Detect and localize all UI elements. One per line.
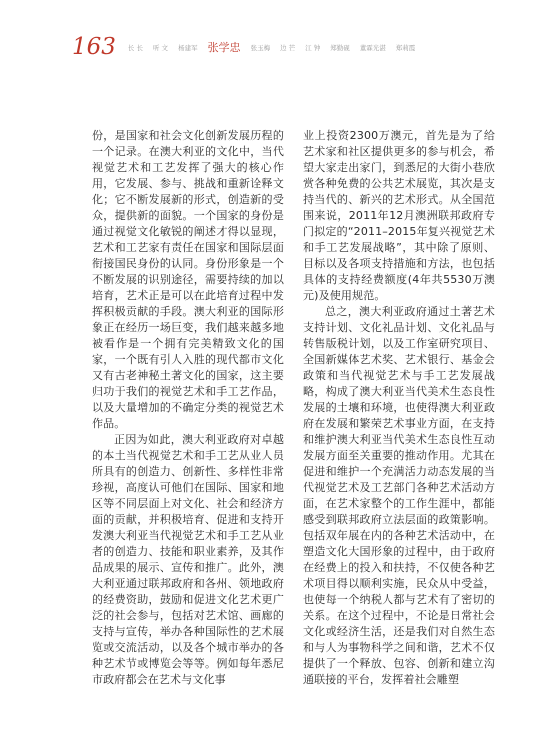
body-paragraph: 正因为如此，澳大利亚政府对卓越的本土当代视觉艺术和手工艺从业人员所具有的创造力、创新性、多样性非常珍视，高度认可他们在国际、国家和地区等不同层面上对文化、社会和经济方面的贡献，并积极培育、促进和支持开发澳大利亚当代视觉艺术和手工艺从业者的创造力、技能和职业素养，及其作品成果的展示、宣传和推广。此外，澳大利亚通过联邦政府和各州、领地政府的经费资助，鼓励和促进文化艺术更广泛的社会参与，包括对艺术馆、画廊的支持与宣传，举办各种国际性的艺术展览或交流活动，以及各个城市举办的各种艺术节或博览会等等。例如每年悉尼市政府都会在艺术与文化事	[92, 433, 284, 686]
nav-item: 杨建军	[178, 43, 198, 52]
text-column-left	[92, 128, 284, 688]
nav-item: 江 钟	[305, 43, 321, 52]
nav-item: 听 文	[152, 43, 169, 52]
nav-item: 边 芒	[280, 43, 296, 52]
nav-item: 郑勤砚	[330, 43, 350, 52]
text-column-right	[303, 128, 495, 688]
header-author-nav	[128, 39, 415, 55]
body-paragraph: 业上投资2300万澳元，首先是为了给艺术家和社区提供更多的参与机会，希望大家走出家门，到悉尼的大街小巷欣赏各种免费的公共艺术展览，其次是支持当代的、新兴的艺术形式。从全国范围来说，2011年12月澳洲联邦政府专门拟定的“2011–2015年复兴视觉艺术和手工艺发展战略”，其中除了原则、目标以及各项支持措施和方法，也包括具体的支持经费额度(4年共5530万澳元)及使用规范。	[303, 129, 495, 302]
nav-item: 张玉梅	[250, 43, 271, 52]
running-header	[72, 32, 415, 62]
nav-item: 长 长	[127, 43, 143, 52]
nav-item: 董霖光湛	[359, 43, 386, 52]
nav-item: 郑莉霞	[395, 43, 416, 52]
body-paragraph: 份，是国家和社会文化创新发展历程的一个记录。在澳大利亚的文化中，当代视觉艺术和工艺发挥了强大的核心作用，它发展、参与、挑战和重新诠释文化；它不断发展新的形式，创造新的受众，提供新的面貌。一个国家的身份是通过视觉文化敏锐的阐述才得以显现，艺术和工艺家有责任在国家和国际层面衔接国民身份的认同。身份形象是一个不断发展的识别途径，需要持续的加以培育，艺术正是可以在此培育过程中发挥积极贡献的手段。澳大利亚的国际形象正在经历一场巨变，我们越来越多地被看作是一个拥有完美精致文化的国家，一个既有引人入胜的现代都市文化又有古老神秘土著文化的国家，这主要归功于我们的视觉艺术和手工艺作品，以及大量增加的不确定分类的视觉艺术作品。	[92, 129, 284, 430]
page-number: 163	[72, 34, 116, 60]
body-paragraph: 总之，澳大利亚政府通过土著艺术支持计划、文化礼品计划、文化礼品与转售版税计划，以及工作室研究项目、全国新媒体艺术奖、艺术银行、基金会政策和当代视觉艺术与手工艺发展战略，构成了澳大利亚当代美术生态良性发展的土壤和环境，也使得澳大利亚政府在发展和繁荣艺术事业方面，在支持和维护澳大利亚当代美术生态良性互动发展方面至关重要的推动作用。尤其在促进和维护一个充满活力动态发展的当代视觉艺术及工艺部门各种艺术活动方面，在艺术家整个的工作生涯中，都能感受到联邦政府立法层面的政策影响。包括双年展在内的各种艺术活动中，在塑造文化大国形象的过程中，由于政府在经费上的投入和扶持，不仅使各种艺术项目得以顺利实施，民众从中受益，也使每一个纳税人都与艺术有了密切的关系。在这个过程中，不论是日常社会文化或经济生活，还是我们对自然生态和与人为事物科学之间和谐，艺术不仅提供了一个释放、包容、创新和建立沟通联接的平台，发挥着社会雕塑	[303, 305, 495, 686]
nav-item-active: 张学忠	[207, 41, 241, 54]
